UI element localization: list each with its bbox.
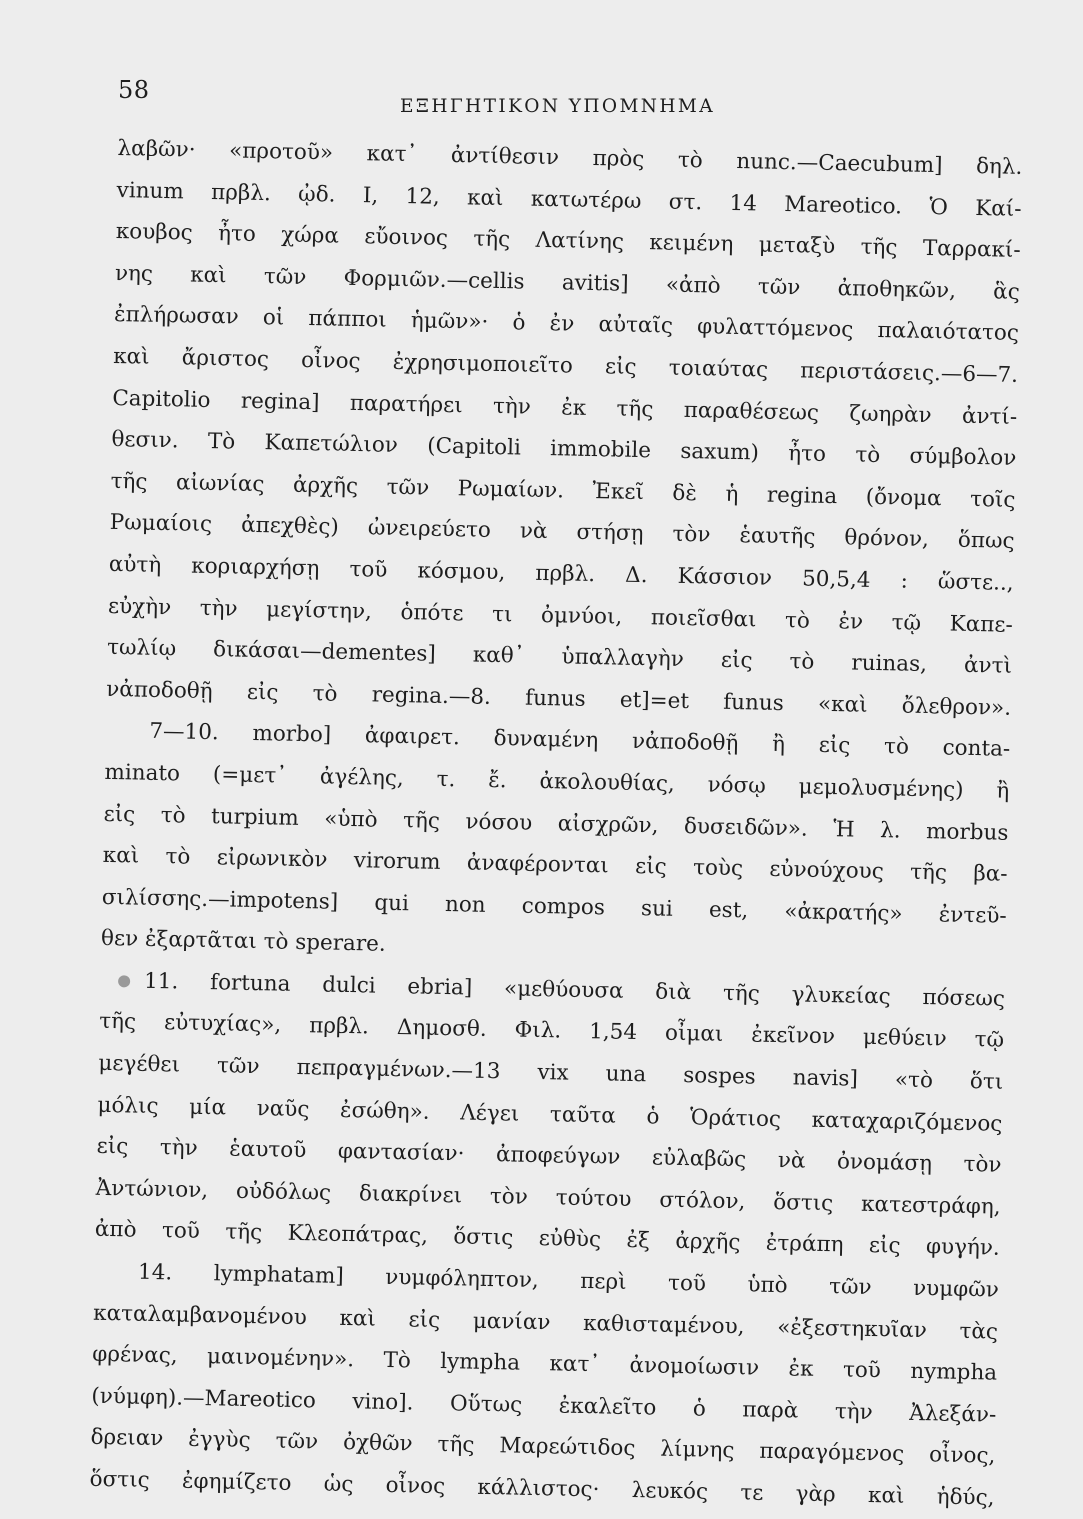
text-line: 11. fortuna dulci ebria] «μεθύουσα διὰ τῆς γλυκείας πόσεως xyxy=(143,968,1006,1012)
text-line: θεσιν. Τὸ Καπετώλιον (Capitoli immobile saxum) ἦτο τὸ σύμβολον xyxy=(111,427,1017,472)
text-line: λαβῶν· «προτοῦ» κατ᾽ ἀντίθεσιν πρὸς τὸ nunc.—Caecubum] δηλ. xyxy=(117,135,1023,180)
commentary-body xyxy=(89,128,1023,1519)
text-line: νης καὶ τῶν Φορμιῶν.—cellis avitis] «ἀπὸ τῶν ἀποθηκῶν, ἃς xyxy=(114,260,1021,305)
text-line: θεν ἐξαρτᾶται τὸ sperare. xyxy=(100,926,386,958)
text-line: δρειαν ἐγγὺς τῶν ὀχθῶν τῆς Μαρεώτιδος λίμνης παραγόμενος οἶνος, xyxy=(90,1425,996,1470)
text-line: vinum πρβλ. ᾠδ. I, 12, καὶ κατωτέρω στ. 14 Mareotico. Ὁ Καί- xyxy=(116,177,1022,222)
page-number: 58 xyxy=(118,76,150,104)
text-line: εἰς τὸ turpium «ὑπὸ τῆς νόσου αἰσχρῶν, δυσειδῶν». Ἡ λ. morbus xyxy=(103,801,1009,846)
text-line: καταλαμβανομένου καὶ εἰς μανίαν καθισταμένου, «ἐξεστηκυῖαν τὰς xyxy=(92,1300,999,1345)
text-line: (νύμφη).—Mareotico vino]. Οὕτως ἐκαλεῖτο ὁ παρὰ τὴν Ἀλεξάν- xyxy=(91,1383,997,1428)
running-head: ΕΞΗΓΗΤΙΚΟΝ ΥΠΟΜΝΗΜΑ xyxy=(400,96,716,117)
text-line: εὐχὴν τὴν μεγίστην, ὁπότε τι ὀμνύοι, ποιεῖσθαι τὸ ἐν τῷ Καπε- xyxy=(107,593,1014,638)
text-line: σιλίσσης.—impotens] qui non compos sui est, «ἀκρατής» ἐντεῦ- xyxy=(101,884,1007,929)
text-line: νἀποδοθῇ εἰς τὸ regina.—8. funus et]=et funus «καὶ ὄλεθρον». xyxy=(105,676,1012,721)
text-line: ὅστις ἐφημίζετο ὡς οἶνος κάλλιστος· λευκός τε γὰρ καὶ ἡδύς, xyxy=(89,1466,995,1511)
text-line: μεγέθει τῶν πεπραγμένων.—13 vix una sospes navis] «τὸ ὅτι xyxy=(98,1050,1004,1095)
text-line: τωλίῳ δικάσαι—dementes] καθ᾽ ὑπαλλαγὴν εἰς τὸ ruinas, ἀντὶ xyxy=(106,635,1013,679)
text-line: 14. lymphatam] νυμφόληπτον, περὶ τοῦ ὑπὸ τῶν νυμφῶν xyxy=(137,1259,1000,1303)
text-line: Ρωμαίοις ἀπεχθὲς) ὠνειρεύετο νὰ στήσῃ τὸν ἑαυτῆς θρόνον, ὅπως xyxy=(109,510,1015,555)
text-line: κουβος ἦτο χώρα εὔοινος τῆς Λατίνης κειμένη μεταξὺ τῆς Ταρρακί- xyxy=(115,219,1021,264)
text-line: ἀπὸ τοῦ τῆς Κλεοπάτρας, ὅστις εὐθὺς ἐξ ἀρχῆς ἐτράπη εἰς φυγήν. xyxy=(94,1217,1000,1262)
text-line: καὶ ἄριστος οἶνος ἐχρησιμοποιεῖτο εἰς τοιαύτας περιστάσεις.—6—7. xyxy=(112,343,1019,388)
text-line: μόλις μία ναῦς ἐσώθη». Λέγει ταῦτα ὁ Ὁράτιος καταχαριζόμενος xyxy=(97,1092,1003,1137)
text-line: ἐπλήρωσαν οἱ πάπποι ἡμῶν»· ὁ ἐν αὐταῖς φυλαττόμενος παλαιότατος xyxy=(113,302,1020,347)
text-line: εἰς τὴν ἑαυτοῦ φαντασίαν· ἀποφεύγων εὐλαβῶς νὰ ὀνομάσῃ τὸν xyxy=(96,1134,1002,1178)
text-line: αὐτὴ κοριαρχήσῃ τοῦ κόσμου, πρβλ. Δ. Κάσσιον 50,5,4 : ὥστε.., xyxy=(108,551,1014,596)
text-line: φρένας, μαινομένην». Τὸ lympha κατ᾽ ἀνομοίωσιν ἐκ τοῦ nympha xyxy=(92,1341,998,1386)
text-line: minato (=μετ᾽ ἀγέλης, τ. ἔ. ἀκολουθίας, νόσῳ μεμολυσμένης) ἢ xyxy=(104,759,1010,804)
text-line: τῆς αἰωνίας ἀρχῆς τῶν Ρωμαίων. Ἐκεῖ δὲ ἡ regina (ὄνομα τοῖς xyxy=(110,468,1016,513)
text-line: Ἀντώνιον, οὐδόλως διακρίνει τὸν τούτου στόλον, ὅστις κατεστράφη, xyxy=(95,1175,1001,1220)
text-line: τῆς εὐτυχίας», πρβλ. Δημοσθ. Φιλ. 1,54 οἶμαι ἐκεῖνον μεθύειν τῷ xyxy=(99,1009,1005,1054)
text-line: 7—10. morbo] ἀφαιρετ. δυναμένη νἀποδοθῇ ἢ εἰς τὸ conta- xyxy=(149,719,1011,763)
ink-spot-icon xyxy=(118,975,130,987)
text-line: Capitolio regina] παρατήρει τὴν ἐκ τῆς παραθέσεως ζωηρὰν ἀντί- xyxy=(112,385,1018,430)
text-line: καὶ τὸ εἰρωνικὸν virorum ἀναφέρονται εἰς τοὺς εὐνούχους τῆς βα- xyxy=(102,842,1008,887)
